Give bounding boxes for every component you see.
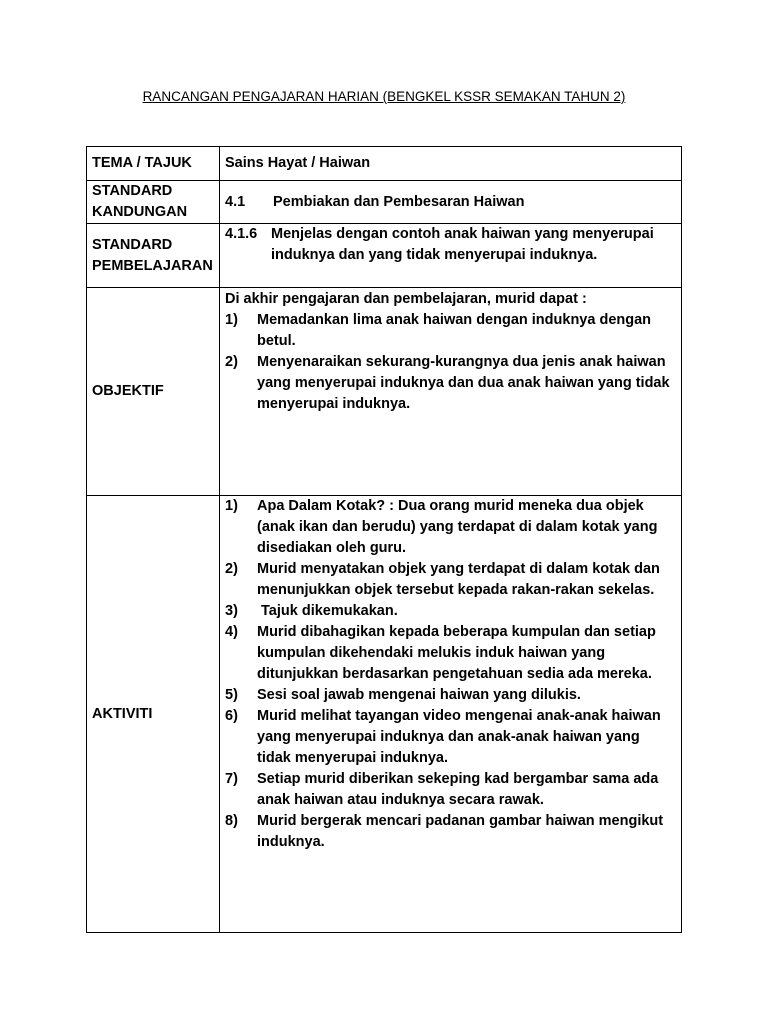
list-text: Murid dibahagikan kepada beberapa kumpulan dan setiap kumpulan dikehendaki melukis induk haiwan yang ditunjukkan berdasarkan pengetahuan sedia ada mereka. xyxy=(257,624,656,682)
list-item xyxy=(225,811,676,853)
row-objektif xyxy=(87,288,682,496)
list-item xyxy=(225,706,676,769)
list-text: Tajuk dikemukakan. xyxy=(257,603,398,619)
list-number: 2) xyxy=(225,561,238,577)
list-item xyxy=(225,685,676,706)
standard-kandungan-code: 4.1 xyxy=(225,193,246,210)
objektif-list xyxy=(225,310,676,415)
row-tema xyxy=(87,147,682,181)
aktiviti-value xyxy=(220,496,682,933)
list-number: 5) xyxy=(225,687,238,703)
list-text: Sesi soal jawab mengenai haiwan yang dilukis. xyxy=(257,687,581,703)
standard-pembelajaran-label: STANDARD PEMBELAJARAN xyxy=(87,224,220,288)
list-text: Menyenaraikan sekurang-kurangnya dua jenis anak haiwan yang menyerupai induknya dan dua anak haiwan yang tidak menyerupai induknya. xyxy=(257,354,670,412)
standard-kandungan-label: STANDARD KANDUNGAN xyxy=(87,181,220,224)
aktiviti-label: AKTIVITI xyxy=(87,496,220,933)
list-number: 2) xyxy=(225,354,238,370)
list-number: 6) xyxy=(225,708,238,724)
document-title: RANCANGAN PENGAJARAN HARIAN (BENGKEL KSSR SEMAKAN TAHUN 2) xyxy=(142,89,626,104)
list-text: Murid melihat tayangan video mengenai anak-anak haiwan yang menyerupai induknya dan anak-anak haiwan yang tidak menyerupai induknya. xyxy=(257,708,661,766)
tema-value: Sains Hayat / Haiwan xyxy=(220,147,682,181)
list-text: Setiap murid diberikan sekeping kad bergambar sama ada anak haiwan atau induknya secara rawak. xyxy=(257,771,659,808)
row-standard-pembelajaran xyxy=(87,224,682,288)
list-number: 3) xyxy=(225,603,238,619)
standard-kandungan-text: Pembiakan dan Pembesaran Haiwan xyxy=(273,193,525,210)
list-text: Murid menyatakan objek yang terdapat di dalam kotak dan menunjukkan objek tersebut kepada rakan-rakan sekelas. xyxy=(257,561,660,598)
list-number: 8) xyxy=(225,813,238,829)
objektif-intro: Di akhir pengajaran dan pembelajaran, murid dapat : xyxy=(225,291,587,307)
list-item xyxy=(225,496,676,559)
list-item xyxy=(225,601,676,622)
list-item xyxy=(225,310,676,352)
list-number: 1) xyxy=(225,498,238,514)
standard-pembelajaran-value xyxy=(220,224,682,288)
list-text: Apa Dalam Kotak? : Dua orang murid meneka dua objek (anak ikan dan berudu) yang terdapat di dalam kotak yang disediakan oleh guru. xyxy=(257,498,658,556)
standard-pembelajaran-code: 4.1.6 xyxy=(225,226,258,242)
objektif-label: OBJEKTIF xyxy=(87,288,220,496)
list-number: 4) xyxy=(225,624,238,640)
list-text: Murid bergerak mencari padanan gambar haiwan mengikut induknya. xyxy=(257,813,664,850)
tema-label: TEMA / TAJUK xyxy=(87,147,220,181)
lesson-plan-table xyxy=(86,146,682,933)
row-aktiviti xyxy=(87,496,682,933)
aktiviti-list xyxy=(225,496,676,853)
standard-kandungan-value xyxy=(220,181,682,224)
row-standard-kandungan xyxy=(87,181,682,224)
list-item xyxy=(225,622,676,685)
objektif-value xyxy=(220,288,682,496)
list-number: 1) xyxy=(225,312,238,328)
standard-pembelajaran-text: Menjelas dengan contoh anak haiwan yang menyerupai induknya dan yang tidak menyerupai induknya. xyxy=(271,226,654,263)
list-item xyxy=(225,769,676,811)
list-number: 7) xyxy=(225,771,238,787)
list-text: Memadankan lima anak haiwan dengan induknya dengan betul. xyxy=(257,312,652,349)
list-item xyxy=(225,559,676,601)
list-item xyxy=(225,352,676,415)
